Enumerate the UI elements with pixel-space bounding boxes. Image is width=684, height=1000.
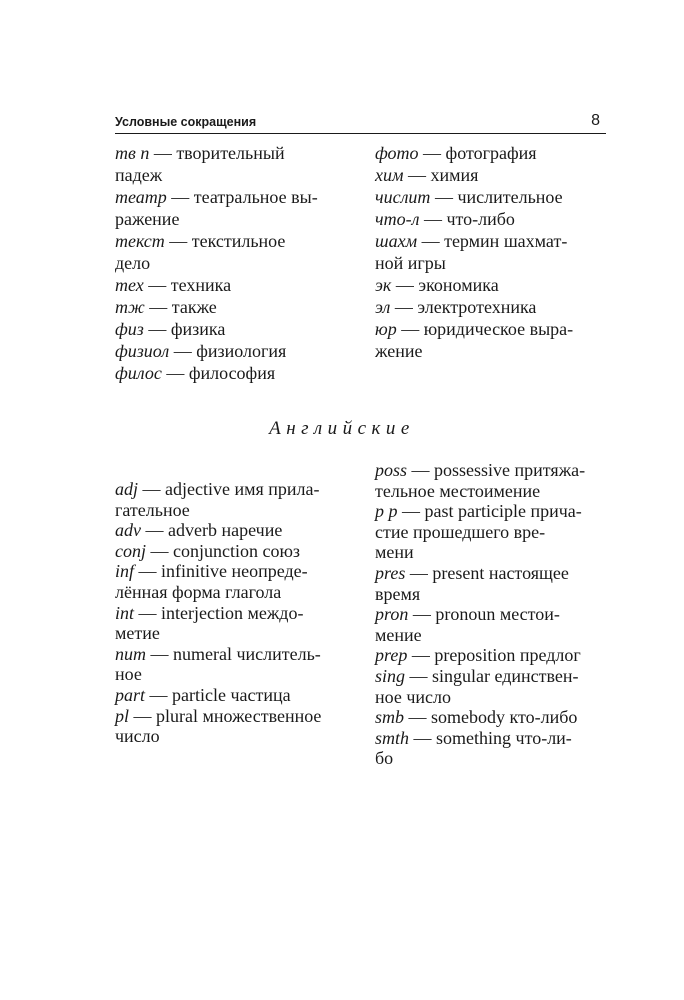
- abbreviation-definition-continued: бо: [375, 748, 394, 769]
- abbreviation-definition: — физика: [143, 319, 226, 339]
- abbreviation-definition: — физиология: [169, 341, 287, 361]
- abbreviation-entry: [375, 604, 615, 645]
- entry-line: [375, 460, 615, 481]
- abbreviation-entry: [115, 520, 355, 541]
- abbreviation-definition: — conjunction союз: [146, 540, 301, 561]
- abbreviation-term: pres: [375, 562, 406, 583]
- abbreviation-definition: — фотография: [418, 143, 537, 163]
- abbreviation-definition: — химия: [403, 165, 479, 185]
- abbreviation-definition: — plural множественное: [129, 705, 322, 726]
- entry-line: [115, 706, 355, 727]
- abbreviation-definition-continued: падеж: [115, 165, 163, 185]
- abbreviation-entry: [375, 460, 615, 501]
- abbreviation-term: smth: [375, 727, 410, 748]
- abbreviation-entry: [375, 563, 615, 604]
- abbreviation-entry: [115, 274, 355, 296]
- entry-line: [375, 645, 615, 666]
- abbreviation-definition: — творительный: [149, 143, 285, 163]
- abbreviation-term: num: [115, 643, 146, 664]
- abbreviation-definition: — электротехника: [390, 297, 537, 317]
- abbreviation-definition: — юридическое выра-: [396, 319, 574, 339]
- abbreviation-definition: — техника: [143, 275, 232, 295]
- entry-line: [375, 604, 615, 625]
- abbreviation-entry: [115, 644, 355, 685]
- abbreviation-definition: — термин шахмат-: [417, 231, 568, 251]
- abbreviation-definition-continued: жение: [375, 341, 423, 361]
- abbreviation-term: шахм: [375, 231, 418, 251]
- entry-line: [375, 296, 615, 318]
- abbreviation-definition-continued: ражение: [115, 209, 180, 229]
- abbreviation-entry: [375, 208, 615, 230]
- entry-line: [375, 318, 615, 340]
- abbreviation-definition-continued: ное: [115, 664, 142, 685]
- abbreviation-definition-continued: ное число: [375, 686, 451, 707]
- abbreviation-term: что-л: [375, 209, 420, 229]
- abbreviation-entry: [375, 186, 615, 208]
- abbreviation-entry: [375, 728, 615, 769]
- abbreviation-entry: [115, 362, 355, 384]
- abbreviation-term: физиол: [115, 341, 170, 361]
- abbreviation-definition: — числительное: [430, 187, 563, 207]
- entry-line: [115, 561, 355, 582]
- entry-line: [115, 142, 355, 164]
- abbreviation-definition-continued: число: [115, 726, 160, 747]
- abbreviation-term: юр: [375, 319, 397, 339]
- entry-line: [115, 318, 355, 340]
- abbreviation-entry: [115, 318, 355, 340]
- entry-line: [115, 603, 355, 624]
- abbreviation-term: prep: [375, 645, 408, 666]
- abbreviation-entry: [115, 186, 355, 230]
- abbreviation-term: театр: [115, 187, 167, 207]
- abbreviation-term: физ: [115, 319, 144, 339]
- abbreviation-term: pl: [115, 705, 130, 726]
- abbreviation-definition-continued: ной игры: [375, 253, 446, 273]
- abbreviation-entry: [115, 340, 355, 362]
- abbreviation-definition: — pronoun местои-: [408, 604, 560, 625]
- entry-line: [115, 340, 355, 362]
- abbreviation-term: числит: [375, 187, 431, 207]
- abbreviation-term: хим: [375, 165, 404, 185]
- abbreviation-definition: — singular единствен-: [405, 665, 579, 686]
- entry-line: [115, 520, 355, 541]
- abbreviation-term: part: [115, 684, 146, 705]
- abbreviation-definition: — present настоящее: [405, 562, 569, 583]
- abbreviation-entry: [375, 142, 615, 164]
- abbreviation-definition-continued: дело: [115, 253, 151, 273]
- abbreviation-term: p p: [375, 501, 398, 522]
- abbreviation-definition-continued: метие: [115, 623, 160, 644]
- abbreviation-definition: — particle частица: [145, 684, 291, 705]
- abbreviation-definition: — possessive притяжа-: [407, 460, 586, 480]
- abbreviation-definition: — что-либо: [419, 209, 515, 229]
- abbreviation-definition: — preposition предлог: [407, 645, 581, 666]
- entry-line: [115, 644, 355, 665]
- entry-line: [375, 208, 615, 230]
- abbreviation-definition-continued: мение: [375, 624, 422, 645]
- abbreviation-entry: [375, 296, 615, 318]
- entry-line: [375, 186, 615, 208]
- russian-abbreviations-right-column: [375, 142, 615, 362]
- entry-line: [115, 685, 355, 706]
- abbreviation-entry: [115, 142, 355, 186]
- abbreviation-term: эк: [375, 275, 392, 295]
- abbreviation-term: тв п: [115, 143, 150, 163]
- running-head: [115, 112, 606, 132]
- abbreviation-entry: [375, 230, 615, 274]
- abbreviation-term: poss: [375, 460, 408, 480]
- abbreviation-definition-continued: гательное: [115, 499, 190, 520]
- abbreviation-entry: [115, 296, 355, 318]
- english-abbreviations-right-column: [375, 460, 615, 769]
- abbreviation-definition-continued: время: [375, 583, 421, 604]
- entry-line: [115, 274, 355, 296]
- english-abbreviations-left-column: [115, 479, 355, 747]
- entry-line: [115, 296, 355, 318]
- abbreviation-definition: — философия: [161, 363, 276, 383]
- page-number: 8: [591, 112, 600, 129]
- abbreviation-definition: — экономика: [391, 275, 499, 295]
- abbreviation-entry: [375, 707, 615, 728]
- abbreviation-term: smb: [375, 707, 405, 728]
- abbreviation-term: adj: [115, 479, 139, 499]
- entry-line: [375, 666, 615, 687]
- abbreviation-entry: [375, 666, 615, 707]
- abbreviation-definition: — past participle прича-: [397, 501, 582, 522]
- abbreviation-entry: [375, 501, 615, 563]
- abbreviation-definition: — театральное вы-: [166, 187, 318, 207]
- abbreviation-entry: [115, 685, 355, 706]
- abbreviation-definition: — текстильное: [164, 231, 286, 251]
- abbreviation-term: филос: [115, 363, 162, 383]
- entry-line: [375, 164, 615, 186]
- abbreviation-entry: [115, 561, 355, 602]
- abbreviation-term: тж: [115, 297, 145, 317]
- abbreviation-term: sing: [375, 665, 406, 686]
- entry-line: [375, 274, 615, 296]
- entry-line: [375, 501, 615, 522]
- abbreviation-definition: — somebody кто-либо: [404, 707, 578, 728]
- abbreviation-entry: [115, 603, 355, 644]
- abbreviation-definition: — something что-ли-: [409, 727, 572, 748]
- abbreviation-definition-continued: стие прошедшего вре-: [375, 521, 546, 542]
- abbreviation-term: эл: [375, 297, 391, 317]
- abbreviation-definition: — adverb наречие: [141, 520, 283, 541]
- entry-line: [115, 186, 355, 208]
- abbreviation-term: int: [115, 602, 135, 623]
- abbreviation-entry: [115, 230, 355, 274]
- header-rule: [115, 133, 606, 134]
- entry-line: [375, 142, 615, 164]
- abbreviation-entry: [115, 541, 355, 562]
- entry-line: [115, 362, 355, 384]
- abbreviation-term: фото: [375, 143, 419, 163]
- entry-line: [115, 541, 355, 562]
- abbreviation-definition: — infinitive неопреде-: [134, 561, 308, 582]
- section-title-english: Английские: [269, 418, 415, 439]
- abbreviation-term: inf: [115, 561, 135, 582]
- abbreviation-definition-continued: мени: [375, 542, 414, 563]
- abbreviation-entry: [375, 318, 615, 362]
- abbreviation-definition-continued: лённая форма глагола: [115, 581, 282, 602]
- entry-line: [375, 563, 615, 584]
- abbreviation-definition: — также: [144, 297, 217, 317]
- russian-abbreviations-left-column: [115, 142, 355, 384]
- entry-line: [375, 707, 615, 728]
- abbreviation-term: adv: [115, 520, 141, 541]
- abbreviation-entry: [375, 164, 615, 186]
- abbreviation-definition: — numeral числитель-: [146, 643, 321, 664]
- entry-line: [115, 479, 355, 500]
- entry-line: [375, 728, 615, 749]
- abbreviation-definition-continued: тельное местоимение: [375, 480, 541, 501]
- entry-line: [115, 230, 355, 252]
- running-title: Условные сокращения: [115, 115, 257, 129]
- abbreviation-definition: — interjection междо-: [134, 602, 304, 623]
- abbreviation-definition: — adjective имя прила-: [138, 479, 320, 499]
- abbreviation-entry: [115, 479, 355, 520]
- abbreviation-term: тех: [115, 275, 144, 295]
- abbreviation-entry: [115, 706, 355, 747]
- abbreviation-term: pron: [375, 604, 409, 625]
- abbreviation-term: текст: [115, 231, 165, 251]
- entry-line: [375, 230, 615, 252]
- abbreviation-term: conj: [115, 540, 146, 561]
- abbreviation-entry: [375, 645, 615, 666]
- abbreviation-entry: [375, 274, 615, 296]
